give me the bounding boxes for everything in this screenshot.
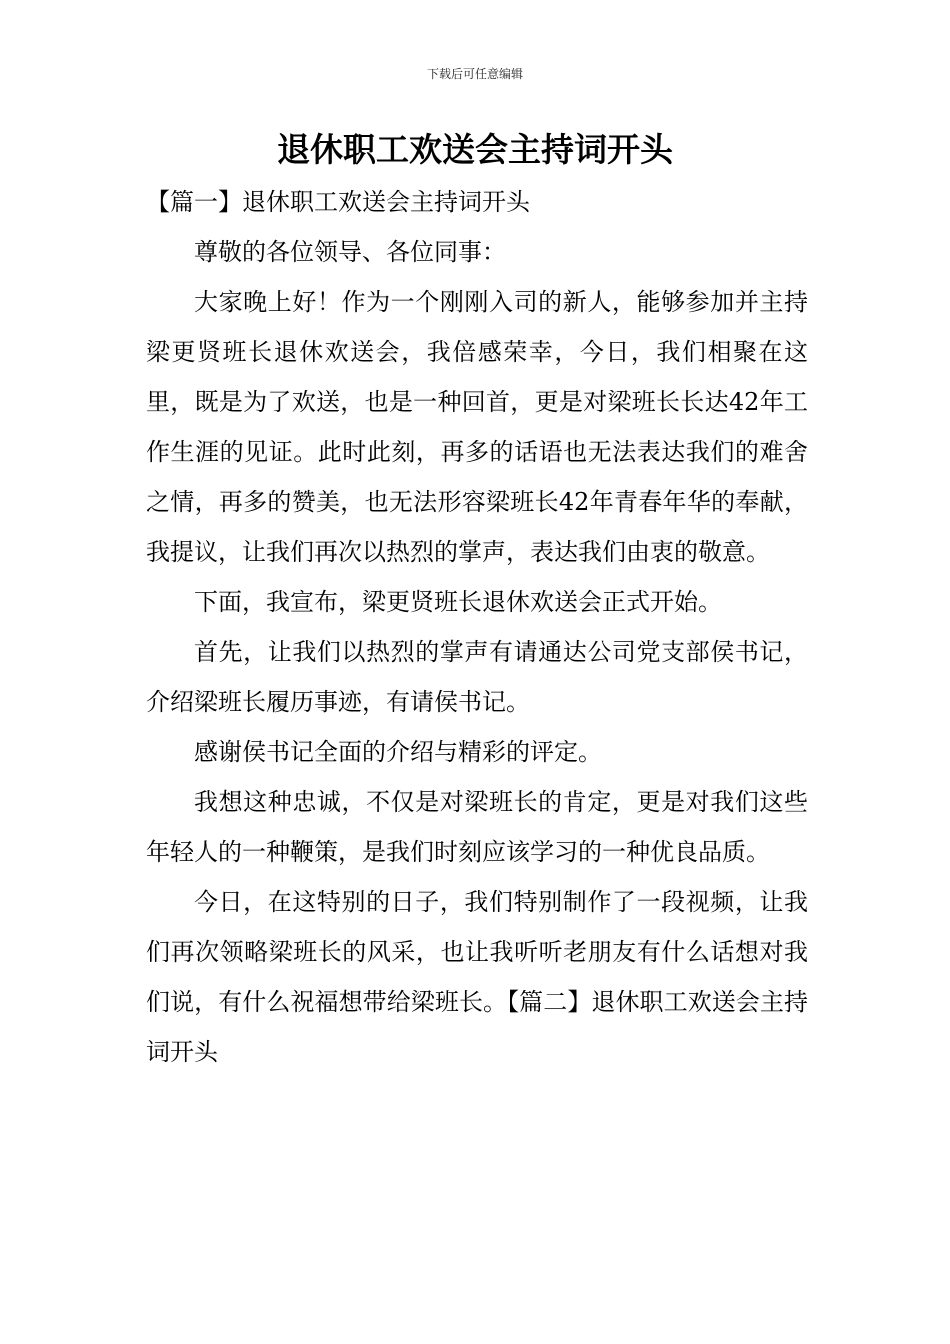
paragraph-reflection: 我想这种忠诚，不仅是对梁班长的肯定，更是对我们这些年轻人的一种鞭策，是我们时刻应该学习的一种优良品质。 xyxy=(146,788,808,866)
paragraph-salutation: 尊敬的各位领导、各位同事： xyxy=(194,238,506,266)
document-title: 退休职工欢送会主持词开头 xyxy=(277,130,673,169)
paragraph-thanks: 感谢侯书记全面的介绍与精彩的评定。 xyxy=(194,738,602,766)
header-note: 下载后可任意编辑 xyxy=(426,67,523,81)
paragraph-announcement: 下面，我宣布，梁更贤班长退休欢送会正式开始。 xyxy=(194,588,722,616)
paragraph-video: 今日，在这特别的日子，我们特别制作了一段视频，让我们再次领略梁班长的风采，也让我听听老朋友有什么话想对我们说，有什么祝福想带给梁班长。【篇二】退休职工欢送会主持词开头 xyxy=(146,888,808,1066)
paragraph-opening: 大家晚上好！作为一个刚刚入司的新人，能够参加并主持梁更贤班长退休欢送会，我倍感荣幸，今日，我们相聚在这里，既是为了欢送，也是一种回首，更是对梁班长长达42年工作生涯的见证。此时此刻，再多的话语也无法表达我们的难舍之情，再多的赞美，也无法形容梁班长42年青春年华的奉献，我提议，让我们再次以热烈的掌声，表达我们由衷的敬意。 xyxy=(146,288,808,566)
paragraph-invitation: 首先，让我们以热烈的掌声有请通达公司党支部侯书记，介绍梁班长履历事迹，有请侯书记。 xyxy=(146,638,808,716)
document-body xyxy=(146,177,808,1077)
section-heading: 【篇一】退休职工欢送会主持词开头 xyxy=(146,188,530,216)
